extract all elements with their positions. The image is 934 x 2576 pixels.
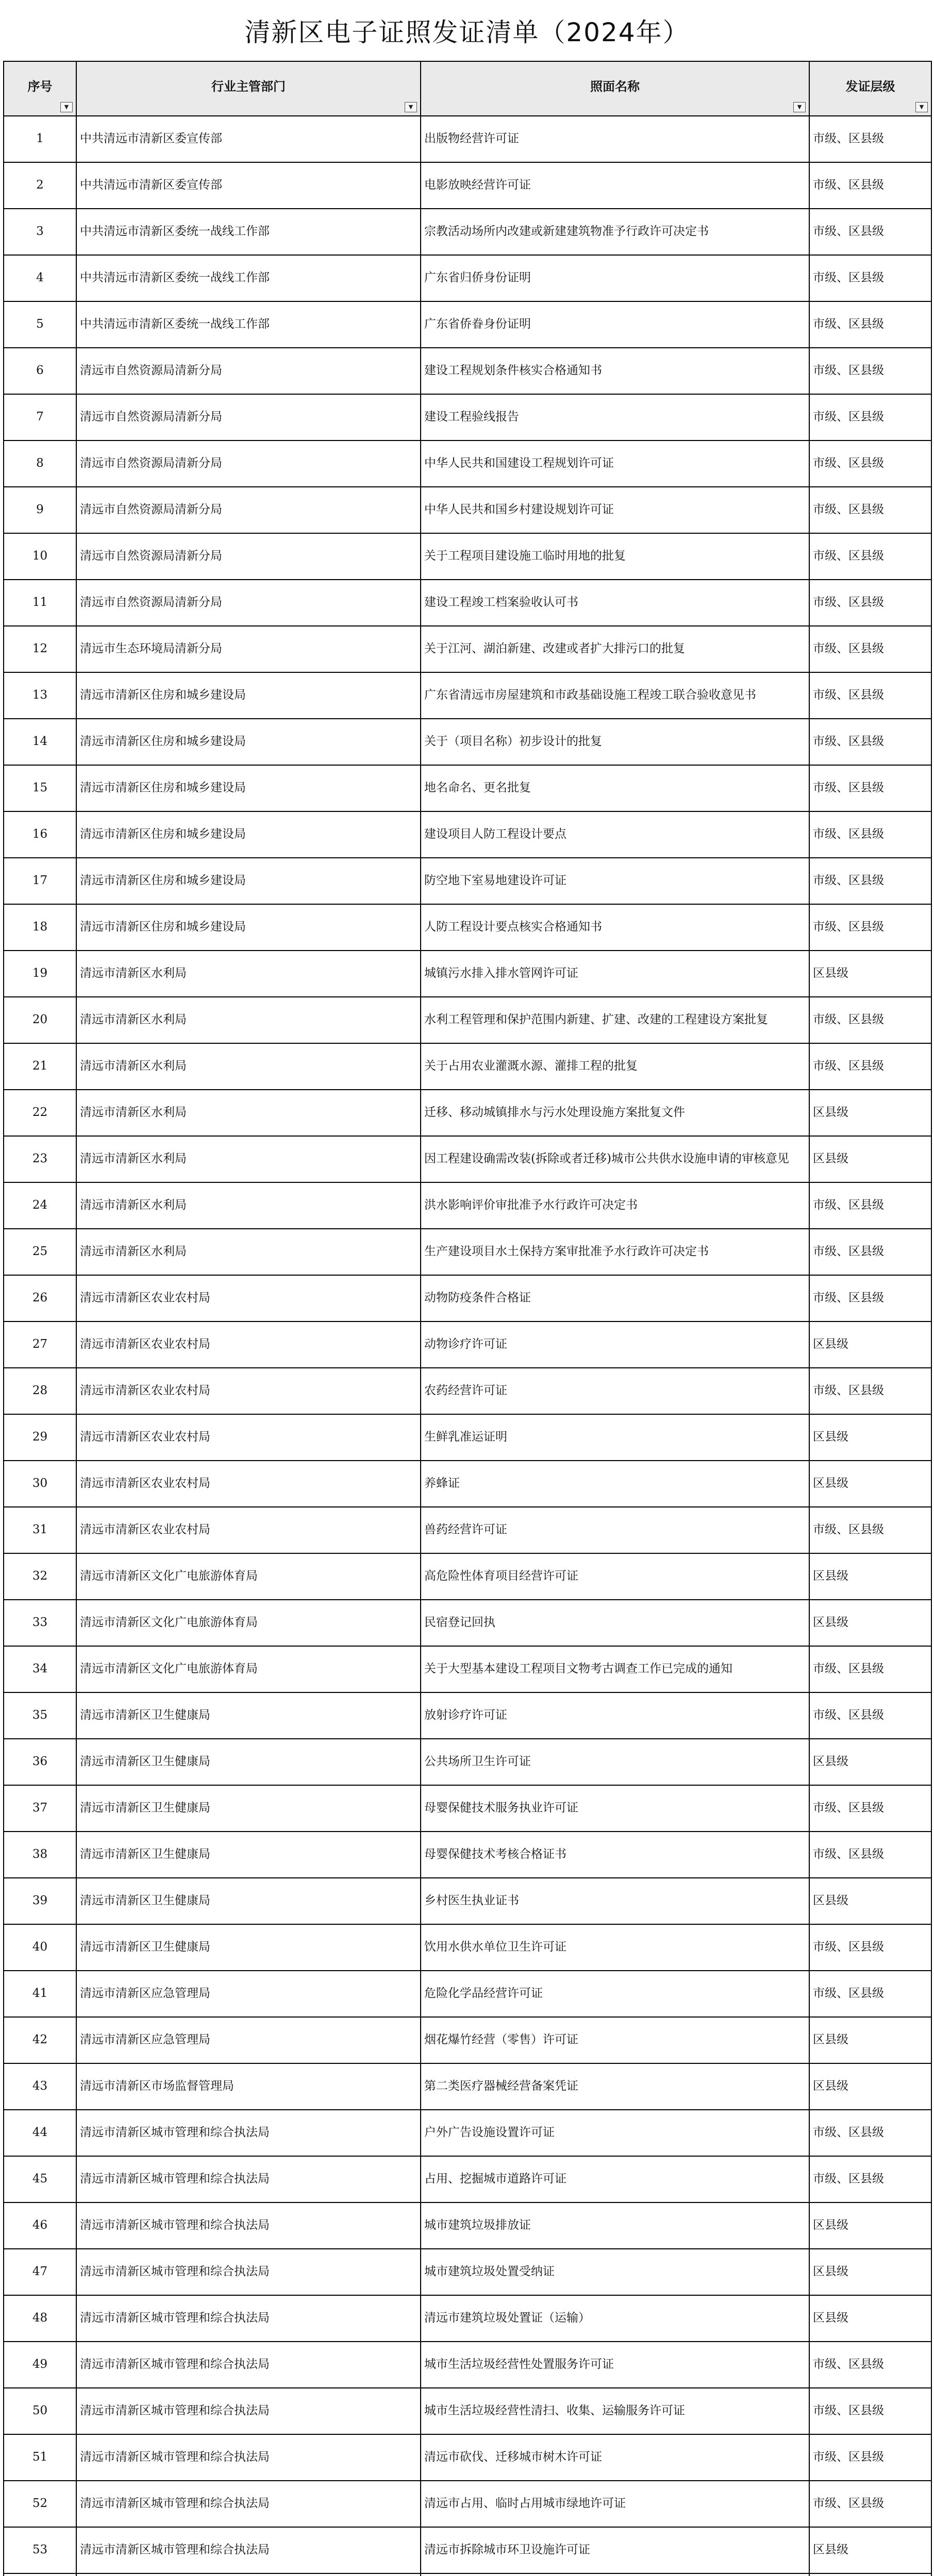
table-row (4, 162, 931, 209)
cell-dept[interactable]: 清远市清新区水利局 (76, 1229, 421, 1275)
cell-name[interactable]: 户外广告设施设置许可证 (421, 2110, 809, 2156)
cell-name[interactable]: 因工程建设确需改装(拆除或者迁移)城市公共供水设施申请的审核意见 (421, 1136, 809, 1182)
table-row (4, 1275, 931, 1321)
table-row (4, 1321, 931, 1368)
cell-level[interactable]: 市级、区县级 (809, 255, 931, 301)
cell-no[interactable]: 2 (4, 162, 76, 209)
table-row (4, 255, 931, 301)
cell-name[interactable]: 关于大型基本建设工程项目文物考古调查工作已完成的通知 (421, 1646, 809, 1692)
cell-dept[interactable]: 清远市清新区农业农村局 (76, 1275, 421, 1321)
cell-level[interactable]: 市级、区县级 (809, 162, 931, 209)
cell-no[interactable]: 16 (4, 811, 76, 858)
cell-no[interactable]: 4 (4, 255, 76, 301)
cell-name[interactable]: 中华人民共和国建设工程规划许可证 (421, 440, 809, 487)
cell-no[interactable]: 44 (4, 2110, 76, 2156)
cell-level[interactable]: 区县级 (809, 2527, 931, 2573)
cell-dept[interactable]: 清远市清新区文化广电旅游体育局 (76, 1553, 421, 1600)
cell-name[interactable]: 城镇污水排入排水管网许可证 (421, 951, 809, 997)
filter-dropdown-icon[interactable]: ▼ (60, 102, 73, 112)
cell-level[interactable]: 市级、区县级 (809, 1971, 931, 2017)
cell-level[interactable]: 区县级 (809, 1414, 931, 1461)
cell-name[interactable]: 关于（项目名称）初步设计的批复 (421, 719, 809, 765)
cell-name[interactable]: 公共场所卫生许可证 (421, 1739, 809, 1785)
cell-level[interactable]: 市级、区县级 (809, 997, 931, 1043)
cell-name[interactable]: 水利工程管理和保护范围内新建、扩建、改建的工程建设方案批复 (421, 997, 809, 1043)
cell-dept[interactable]: 清远市清新区卫生健康局 (76, 1785, 421, 1832)
cell-dept[interactable]: 清远市清新区城市管理和综合执法局 (76, 2481, 421, 2527)
table-row (4, 2156, 931, 2202)
cell-name[interactable]: 建设工程竣工档案验收认可书 (421, 580, 809, 626)
cell-level[interactable]: 区县级 (809, 2295, 931, 2342)
cell-no[interactable]: 13 (4, 672, 76, 719)
cell-dept[interactable]: 中共清远市清新区委统一战线工作部 (76, 209, 421, 255)
cell-dept[interactable]: 清远市自然资源局清新分局 (76, 394, 421, 440)
cell-name[interactable]: 动物诊疗许可证 (421, 1321, 809, 1368)
cell-name[interactable]: 广东省清远市房屋建筑和市政基础设施工程竣工联合验收意见书 (421, 672, 809, 719)
cell-no[interactable]: 29 (4, 1414, 76, 1461)
cell-dept[interactable]: 清远市清新区城市管理和综合执法局 (76, 2434, 421, 2481)
cell-dept[interactable]: 清远市清新区卫生健康局 (76, 1692, 421, 1739)
cell-level[interactable]: 区县级 (809, 1321, 931, 1368)
cell-no[interactable]: 8 (4, 440, 76, 487)
table-row (4, 1739, 931, 1785)
cell-level[interactable]: 市级、区县级 (809, 2342, 931, 2388)
cell-no[interactable]: 39 (4, 1878, 76, 1924)
header-level (809, 61, 931, 116)
cell-level[interactable]: 区县级 (809, 1600, 931, 1646)
table-row (4, 533, 931, 580)
cell-no[interactable]: 51 (4, 2434, 76, 2481)
cell-name[interactable]: 养蜂证 (421, 1461, 809, 1507)
cell-dept[interactable] (76, 2573, 421, 2576)
cell-name[interactable]: 高危险性体育项目经营许可证 (421, 1553, 809, 1600)
cell-level[interactable]: 市级、区县级 (809, 1832, 931, 1878)
cell-dept[interactable]: 清远市清新区住房和城乡建设局 (76, 719, 421, 765)
cell-no[interactable]: 5 (4, 301, 76, 348)
cell-no[interactable]: 37 (4, 1785, 76, 1832)
cell-dept[interactable]: 清远市清新区农业农村局 (76, 1507, 421, 1553)
cell-level[interactable]: 区县级 (809, 1739, 931, 1785)
cell-level[interactable]: 市级、区县级 (809, 1646, 931, 1692)
cell-level[interactable]: 市级、区县级 (809, 580, 931, 626)
cell-no[interactable]: 25 (4, 1229, 76, 1275)
table-row (4, 1692, 931, 1739)
cell-name[interactable]: 宗教活动场所内改建或新建建筑物准予行政许可决定书 (421, 209, 809, 255)
cell-dept[interactable]: 清远市清新区农业农村局 (76, 1321, 421, 1368)
cell-no[interactable]: 9 (4, 487, 76, 533)
cell-level[interactable]: 市级、区县级 (809, 301, 931, 348)
cell-no[interactable]: 47 (4, 2249, 76, 2295)
cell-dept[interactable]: 清远市清新区农业农村局 (76, 1368, 421, 1414)
cell-no[interactable]: 6 (4, 348, 76, 394)
cell-level[interactable]: 区县级 (809, 1553, 931, 1600)
cell-no[interactable]: 1 (4, 116, 76, 162)
cell-name[interactable]: 清远市建筑垃圾处置证（运输） (421, 2295, 809, 2342)
cell-name[interactable]: 广东省归侨身份证明 (421, 255, 809, 301)
cell-dept[interactable]: 清远市清新区城市管理和综合执法局 (76, 2110, 421, 2156)
cell-dept[interactable]: 清远市清新区住房和城乡建设局 (76, 904, 421, 951)
table-row (4, 2527, 931, 2573)
cell-level[interactable]: 市级、区县级 (809, 533, 931, 580)
cell-level[interactable]: 市级、区县级 (809, 626, 931, 672)
cell-level[interactable]: 市级、区县级 (809, 1275, 931, 1321)
table-row (4, 348, 931, 394)
cell-level[interactable]: 市级、区县级 (809, 1507, 931, 1553)
table-row (4, 1182, 931, 1229)
cell-no[interactable]: 36 (4, 1739, 76, 1785)
header-no (4, 61, 76, 116)
table-row (4, 1507, 931, 1553)
cell-dept[interactable]: 清远市清新区住房和城乡建设局 (76, 672, 421, 719)
table-row (4, 2342, 931, 2388)
table-row (4, 394, 931, 440)
cell-name[interactable]: 清远市拆除城市环卫设施许可证 (421, 2527, 809, 2573)
cell-name[interactable]: 占用、挖掘城市道路许可证 (421, 2156, 809, 2202)
table-row (4, 1414, 931, 1461)
cell-dept[interactable]: 清远市清新区城市管理和综合执法局 (76, 2156, 421, 2202)
table-row (4, 1785, 931, 1832)
cell-name[interactable]: 生产建设项目水土保持方案审批准予水行政许可决定书 (421, 1229, 809, 1275)
cell-no[interactable]: 14 (4, 719, 76, 765)
cell-name[interactable]: 动物防疫条件合格证 (421, 1275, 809, 1321)
header-row (4, 61, 931, 116)
cell-name[interactable]: 中华人民共和国乡村建设规划许可证 (421, 487, 809, 533)
table-row (4, 2481, 931, 2527)
cell-level[interactable]: 市级、区县级 (809, 348, 931, 394)
table-row (4, 1553, 931, 1600)
table-row (4, 719, 931, 765)
cell-dept[interactable]: 清远市清新区卫生健康局 (76, 1878, 421, 1924)
cell-name[interactable]: 建设项目人防工程设计要点 (421, 811, 809, 858)
cell-no[interactable]: 24 (4, 1182, 76, 1229)
cell-no[interactable]: 15 (4, 765, 76, 811)
cell-dept[interactable]: 清远市清新区住房和城乡建设局 (76, 811, 421, 858)
certificate-table (3, 61, 932, 2576)
cell-level[interactable]: 市级、区县级 (809, 440, 931, 487)
table-row (4, 1878, 931, 1924)
table-row (4, 1971, 931, 2017)
cell-no[interactable]: 28 (4, 1368, 76, 1414)
cell-dept[interactable]: 清远市清新区城市管理和综合执法局 (76, 2295, 421, 2342)
cell-no[interactable]: 46 (4, 2202, 76, 2249)
cell-name[interactable]: 城市建筑垃圾排放证 (421, 2202, 809, 2249)
cell-no[interactable]: 12 (4, 626, 76, 672)
table-row (4, 904, 931, 951)
cell-name[interactable]: 出版物经营许可证 (421, 116, 809, 162)
table-row (4, 1136, 931, 1182)
table-row (4, 2202, 931, 2249)
cell-level[interactable]: 市级、区县级 (809, 209, 931, 255)
cell-dept[interactable]: 清远市清新区住房和城乡建设局 (76, 765, 421, 811)
cell-dept[interactable]: 清远市自然资源局清新分局 (76, 533, 421, 580)
table-row (4, 116, 931, 162)
cell-no[interactable]: 26 (4, 1275, 76, 1321)
cell-no[interactable]: 35 (4, 1692, 76, 1739)
cell-name[interactable]: 防空地下室易地建设许可证 (421, 858, 809, 904)
cell-level[interactable]: 区县级 (809, 2202, 931, 2249)
cell-level[interactable]: 区县级 (809, 1461, 931, 1507)
cell-no[interactable]: 19 (4, 951, 76, 997)
cell-name[interactable]: 饮用水供水单位卫生许可证 (421, 1924, 809, 1971)
cell-level[interactable]: 区县级 (809, 1090, 931, 1136)
cell-dept[interactable]: 清远市自然资源局清新分局 (76, 348, 421, 394)
table-row (4, 626, 931, 672)
cell-no[interactable] (4, 2573, 76, 2576)
cell-name[interactable]: 烟花爆竹经营（零售）许可证 (421, 2017, 809, 2063)
cell-level[interactable]: 区县级 (809, 1136, 931, 1182)
table-row (4, 1090, 931, 1136)
table-row (4, 672, 931, 719)
table-row (4, 580, 931, 626)
cell-dept[interactable]: 清远市清新区卫生健康局 (76, 1832, 421, 1878)
cell-name[interactable]: 关于江河、湖泊新建、改建或者扩大排污口的批复 (421, 626, 809, 672)
cell-dept[interactable]: 清远市清新区水利局 (76, 1090, 421, 1136)
cell-no[interactable]: 50 (4, 2388, 76, 2434)
cell-dept[interactable]: 清远市清新区住房和城乡建设局 (76, 858, 421, 904)
cell-name[interactable]: 母婴保健技术考核合格证书 (421, 1832, 809, 1878)
cell-dept[interactable]: 清远市清新区水利局 (76, 997, 421, 1043)
cell-dept[interactable]: 清远市清新区市场监督管理局 (76, 2063, 421, 2110)
cell-dept[interactable]: 清远市清新区农业农村局 (76, 1414, 421, 1461)
table-row (4, 2063, 931, 2110)
cell-dept[interactable]: 清远市清新区城市管理和综合执法局 (76, 2249, 421, 2295)
cell-name[interactable]: 关于工程项目建设施工临时用地的批复 (421, 533, 809, 580)
cell-dept[interactable]: 清远市清新区城市管理和综合执法局 (76, 2342, 421, 2388)
cell-level[interactable]: 市级、区县级 (809, 1043, 931, 1090)
header-name (421, 61, 809, 116)
cell-name[interactable]: 地名命名、更名批复 (421, 765, 809, 811)
cell-no[interactable]: 41 (4, 1971, 76, 2017)
table-row (4, 2434, 931, 2481)
cell-level[interactable]: 市级、区县级 (809, 1692, 931, 1739)
table-row (4, 951, 931, 997)
cell-dept[interactable]: 清远市清新区卫生健康局 (76, 1739, 421, 1785)
cell-level[interactable]: 市级、区县级 (809, 719, 931, 765)
cell-name[interactable]: 母婴保健技术服务执业许可证 (421, 1785, 809, 1832)
cell-name[interactable]: 民宿登记回执 (421, 1600, 809, 1646)
table-row (4, 1600, 931, 1646)
cell-name[interactable]: 关于占用农业灌溉水源、灌排工程的批复 (421, 1043, 809, 1090)
cell-level[interactable]: 区县级 (809, 2063, 931, 2110)
cell-no[interactable]: 49 (4, 2342, 76, 2388)
cell-dept[interactable]: 中共清远市清新区委宣传部 (76, 116, 421, 162)
table-row (4, 1461, 931, 1507)
cell-name[interactable]: 危险化学品经营许可证 (421, 1971, 809, 2017)
table-row (4, 811, 931, 858)
cell-name[interactable]: 迁移、移动城镇排水与污水处理设施方案批复文件 (421, 1090, 809, 1136)
cell-level[interactable]: 区县级 (809, 951, 931, 997)
table-row (4, 1832, 931, 1878)
cell-level[interactable] (809, 2573, 931, 2576)
cell-level[interactable]: 区县级 (809, 1878, 931, 1924)
cell-level[interactable]: 市级、区县级 (809, 394, 931, 440)
table-row (4, 2573, 931, 2576)
cell-level[interactable]: 市级、区县级 (809, 672, 931, 719)
cell-no[interactable]: 31 (4, 1507, 76, 1553)
cell-level[interactable]: 市级、区县级 (809, 858, 931, 904)
cell-name[interactable]: 乡村医生执业证书 (421, 1878, 809, 1924)
cell-level[interactable]: 市级、区县级 (809, 2156, 931, 2202)
table-row (4, 1924, 931, 1971)
cell-name[interactable]: 建设工程规划条件核实合格通知书 (421, 348, 809, 394)
filter-dropdown-icon[interactable]: ▼ (915, 102, 928, 112)
cell-name[interactable]: 生鲜乳准运证明 (421, 1414, 809, 1461)
header-level-label: 发证层级 (845, 79, 895, 94)
cell-name[interactable]: 洪水影响评价审批准予水行政许可决定书 (421, 1182, 809, 1229)
cell-name[interactable]: 第二类医疗器械经营备案凭证 (421, 2063, 809, 2110)
cell-no[interactable]: 18 (4, 904, 76, 951)
table-row (4, 1043, 931, 1090)
table-row (4, 1368, 931, 1414)
cell-level[interactable]: 市级、区县级 (809, 811, 931, 858)
cell-level[interactable]: 区县级 (809, 2017, 931, 2063)
cell-no[interactable]: 30 (4, 1461, 76, 1507)
cell-name[interactable]: 电影放映经营许可证 (421, 162, 809, 209)
cell-name[interactable]: 农药经营许可证 (421, 1368, 809, 1414)
header-dept-label: 行业主管部门 (211, 79, 286, 94)
cell-dept[interactable]: 清远市生态环境局清新分局 (76, 626, 421, 672)
cell-no[interactable]: 48 (4, 2295, 76, 2342)
cell-dept[interactable]: 清远市清新区城市管理和综合执法局 (76, 2527, 421, 2573)
cell-level[interactable]: 市级、区县级 (809, 2481, 931, 2527)
cell-dept[interactable]: 中共清远市清新区委宣传部 (76, 162, 421, 209)
cell-name[interactable]: 放射诊疗许可证 (421, 1692, 809, 1739)
cell-name[interactable]: 清远市占用、临时占用城市绿地许可证 (421, 2481, 809, 2527)
cell-name[interactable]: 广东省侨眷身份证明 (421, 301, 809, 348)
cell-dept[interactable]: 清远市清新区应急管理局 (76, 1971, 421, 2017)
cell-name[interactable]: 清远市砍伐、迁移城市树木许可证 (421, 2434, 809, 2481)
table-row (4, 858, 931, 904)
cell-dept[interactable]: 清远市清新区水利局 (76, 1182, 421, 1229)
cell-level[interactable]: 市级、区县级 (809, 2388, 931, 2434)
table-row (4, 2388, 931, 2434)
filter-dropdown-icon[interactable]: ▼ (793, 102, 806, 112)
cell-no[interactable]: 32 (4, 1553, 76, 1600)
cell-no[interactable]: 27 (4, 1321, 76, 1368)
cell-no[interactable]: 34 (4, 1646, 76, 1692)
table-row (4, 1229, 931, 1275)
cell-no[interactable]: 38 (4, 1832, 76, 1878)
table-row (4, 1646, 931, 1692)
cell-no[interactable]: 52 (4, 2481, 76, 2527)
table-row (4, 2295, 931, 2342)
cell-dept[interactable]: 清远市清新区水利局 (76, 1043, 421, 1090)
cell-level[interactable]: 市级、区县级 (809, 2434, 931, 2481)
cell-no[interactable]: 45 (4, 2156, 76, 2202)
table-row (4, 2249, 931, 2295)
cell-no[interactable]: 17 (4, 858, 76, 904)
table-row (4, 209, 931, 255)
header-name-label: 照面名称 (590, 79, 640, 94)
cell-dept[interactable]: 中共清远市清新区委统一战线工作部 (76, 301, 421, 348)
table-row (4, 997, 931, 1043)
cell-name[interactable]: 人防工程设计要点核实合格通知书 (421, 904, 809, 951)
cell-dept[interactable]: 清远市清新区城市管理和综合执法局 (76, 2388, 421, 2434)
header-no-label: 序号 (27, 79, 53, 94)
header-dept (76, 61, 421, 116)
cell-no[interactable]: 33 (4, 1600, 76, 1646)
cell-name[interactable] (421, 2573, 809, 2576)
cell-dept[interactable]: 清远市清新区文化广电旅游体育局 (76, 1646, 421, 1692)
cell-dept[interactable]: 清远市清新区水利局 (76, 1136, 421, 1182)
cell-no[interactable]: 20 (4, 997, 76, 1043)
cell-dept[interactable]: 清远市自然资源局清新分局 (76, 440, 421, 487)
cell-level[interactable]: 市级、区县级 (809, 904, 931, 951)
cell-level[interactable]: 区县级 (809, 2249, 931, 2295)
cell-no[interactable]: 43 (4, 2063, 76, 2110)
cell-no[interactable]: 40 (4, 1924, 76, 1971)
table-row (4, 301, 931, 348)
cell-dept[interactable]: 清远市清新区卫生健康局 (76, 1924, 421, 1971)
cell-dept[interactable]: 清远市自然资源局清新分局 (76, 580, 421, 626)
cell-no[interactable]: 23 (4, 1136, 76, 1182)
cell-dept[interactable]: 清远市清新区城市管理和综合执法局 (76, 2202, 421, 2249)
cell-dept[interactable]: 清远市清新区农业农村局 (76, 1461, 421, 1507)
cell-no[interactable]: 7 (4, 394, 76, 440)
table-row (4, 487, 931, 533)
table-row (4, 440, 931, 487)
cell-no[interactable]: 53 (4, 2527, 76, 2573)
cell-name[interactable]: 城市生活垃圾经营性处置服务许可证 (421, 2342, 809, 2388)
cell-level[interactable]: 市级、区县级 (809, 487, 931, 533)
cell-no[interactable]: 42 (4, 2017, 76, 2063)
table-row (4, 2017, 931, 2063)
cell-name[interactable]: 城市建筑垃圾处置受纳证 (421, 2249, 809, 2295)
cell-level[interactable]: 市级、区县级 (809, 1229, 931, 1275)
cell-level[interactable]: 市级、区县级 (809, 2110, 931, 2156)
filter-dropdown-icon[interactable]: ▼ (405, 102, 417, 112)
cell-level[interactable]: 市级、区县级 (809, 1368, 931, 1414)
cell-no[interactable]: 22 (4, 1090, 76, 1136)
cell-dept[interactable]: 清远市清新区水利局 (76, 951, 421, 997)
cell-level[interactable]: 市级、区县级 (809, 116, 931, 162)
cell-dept[interactable]: 中共清远市清新区委统一战线工作部 (76, 255, 421, 301)
cell-no[interactable]: 21 (4, 1043, 76, 1090)
cell-dept[interactable]: 清远市自然资源局清新分局 (76, 487, 421, 533)
table-row (4, 2110, 931, 2156)
cell-dept[interactable]: 清远市清新区应急管理局 (76, 2017, 421, 2063)
table-row (4, 765, 931, 811)
cell-name[interactable]: 城市生活垃圾经营性清扫、收集、运输服务许可证 (421, 2388, 809, 2434)
cell-dept[interactable]: 清远市清新区文化广电旅游体育局 (76, 1600, 421, 1646)
cell-level[interactable]: 市级、区县级 (809, 765, 931, 811)
cell-level[interactable]: 市级、区县级 (809, 1785, 931, 1832)
cell-name[interactable]: 建设工程验线报告 (421, 394, 809, 440)
cell-no[interactable]: 11 (4, 580, 76, 626)
cell-no[interactable]: 10 (4, 533, 76, 580)
sheet-title: 清新区电子证照发证清单（2024年） (244, 18, 690, 47)
cell-no[interactable]: 3 (4, 209, 76, 255)
cell-level[interactable]: 市级、区县级 (809, 1182, 931, 1229)
cell-level[interactable]: 市级、区县级 (809, 1924, 931, 1971)
cell-name[interactable]: 兽药经营许可证 (421, 1507, 809, 1553)
